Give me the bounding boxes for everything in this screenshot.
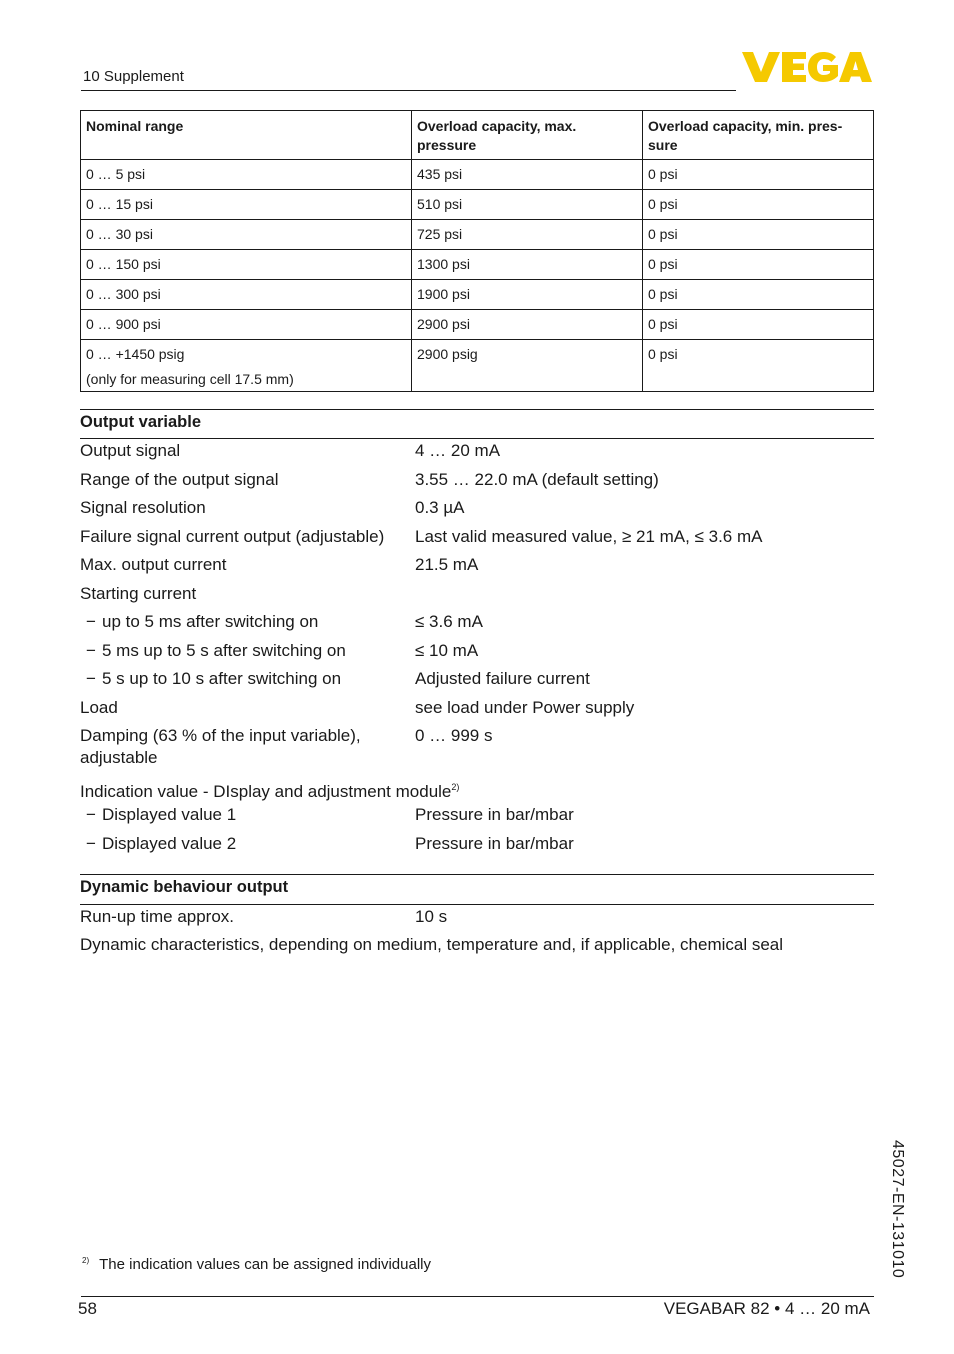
spec-value: 4 … 20 mA	[415, 441, 501, 460]
spec-sublabel: − up to 5 ms after switching on	[86, 611, 406, 633]
footnote-reference: 2)	[451, 782, 460, 792]
table-cell: 0 psi	[643, 250, 874, 280]
spec-label: Starting current	[80, 584, 197, 603]
table-cell: 725 psi	[412, 220, 643, 250]
table-cell: 0 psi	[643, 340, 874, 392]
spec-label: Max. output current	[80, 555, 227, 574]
table-row	[81, 310, 874, 340]
table-cell: 1300 psi	[412, 250, 643, 280]
dynamic-characteristics-text: Dynamic characteristics, depending on medium, temperature and, if applicable, chemical seal	[80, 935, 784, 954]
table-cell: 0 … 900 psi	[81, 310, 412, 340]
spec-value: ≤ 10 mA	[415, 641, 479, 660]
table-row	[81, 220, 874, 250]
table-cell: 1900 psi	[412, 280, 643, 310]
table-cell: 435 psi	[412, 160, 643, 190]
table-cell: 0 … 30 psi	[81, 220, 412, 250]
spec-sublabel: − 5 ms up to 5 s after switching on	[86, 640, 406, 662]
vega-logo-graphic	[742, 52, 872, 82]
spec-sublabel: − Displayed value 1	[86, 804, 406, 826]
table-cell: 0 psi	[643, 160, 874, 190]
spec-value: 21.5 mA	[415, 555, 479, 574]
spec-label: Damping (63 % of the input variable), adjustable	[80, 726, 361, 767]
spec-value: 3.55 … 22.0 mA (default setting)	[415, 470, 659, 489]
footer-product: VEGABAR 82 • 4 … 20 mA	[663, 1299, 870, 1318]
table-cell: 0 … 150 psi	[81, 250, 412, 280]
table-row	[81, 280, 874, 310]
column-header-overload-min: Overload capacity, min. pres-sure	[643, 111, 874, 160]
spec-label: Load	[80, 698, 118, 717]
table-row	[81, 160, 874, 190]
table-row	[81, 250, 874, 280]
table-cell: 0 … 5 psi	[81, 160, 412, 190]
spec-value: see load under Power supply	[415, 698, 635, 717]
table-cell: 510 psi	[412, 190, 643, 220]
table-cell: 2900 psig	[412, 340, 643, 392]
document-number: 45027-EN-131010	[889, 1140, 906, 1279]
measuring-cell-note: (only for measuring cell 17.5 mm)	[86, 371, 294, 387]
table-cell: 0 … 300 psi	[81, 280, 412, 310]
spec-label: Range of the output signal	[80, 470, 279, 489]
spec-label: Output signal	[80, 441, 181, 460]
column-header-overload-max: Overload capacity, max. pressure	[412, 111, 643, 160]
vega-logo	[742, 52, 872, 82]
table-cell: 0 psi	[643, 220, 874, 250]
footnote-marker: 2)	[82, 1256, 90, 1265]
table-header-row	[81, 111, 874, 160]
table-cell: 0 psi	[643, 280, 874, 310]
overload-table	[80, 110, 874, 392]
table-row	[81, 340, 874, 392]
column-header-nominal-range: Nominal range	[81, 111, 412, 160]
table-cell: 0 psi	[643, 190, 874, 220]
spec-label: Failure signal current output (adjustable)	[80, 527, 385, 546]
header-rule	[81, 90, 736, 91]
spec-value: 0.3 µA	[415, 498, 465, 517]
table-cell-value: 0 … +1450 psig	[86, 346, 185, 362]
spec-value: Pressure in bar/mbar	[415, 834, 574, 853]
indication-label: Indication value - DIsplay and adjustment module	[80, 782, 452, 801]
table-cell: 0 … 15 psi	[81, 190, 412, 220]
spec-sublabel: − 5 s up to 10 s after switching on	[86, 668, 406, 690]
table-cell: 0 psi	[643, 310, 874, 340]
spec-value: 0 … 999 s	[415, 726, 493, 745]
spec-label-full	[80, 776, 459, 803]
spec-value: 10 s	[415, 907, 448, 926]
spec-sublabel: − Displayed value 2	[86, 833, 406, 855]
spec-label: Signal resolution	[80, 498, 206, 517]
spec-label: Run-up time approx.	[80, 907, 235, 926]
spec-value: Pressure in bar/mbar	[415, 805, 574, 824]
section-title: 10 Supplement	[83, 68, 184, 85]
dynamic-behaviour-heading: Dynamic behaviour output	[80, 874, 874, 905]
output-variable-heading: Output variable	[80, 409, 874, 439]
spec-value: Adjusted failure current	[415, 669, 590, 688]
footnote	[82, 1256, 431, 1273]
table-row	[81, 190, 874, 220]
table-cell: 2900 psi	[412, 310, 643, 340]
footnote-text: The indication values can be assigned individually	[99, 1256, 431, 1273]
footer-rule	[81, 1296, 874, 1297]
spec-value: Last valid measured value, ≥ 21 mA, ≤ 3.6 mA	[415, 527, 763, 546]
page-number: 58	[78, 1299, 97, 1318]
spec-value: ≤ 3.6 mA	[415, 612, 483, 631]
table-cell	[81, 340, 412, 392]
